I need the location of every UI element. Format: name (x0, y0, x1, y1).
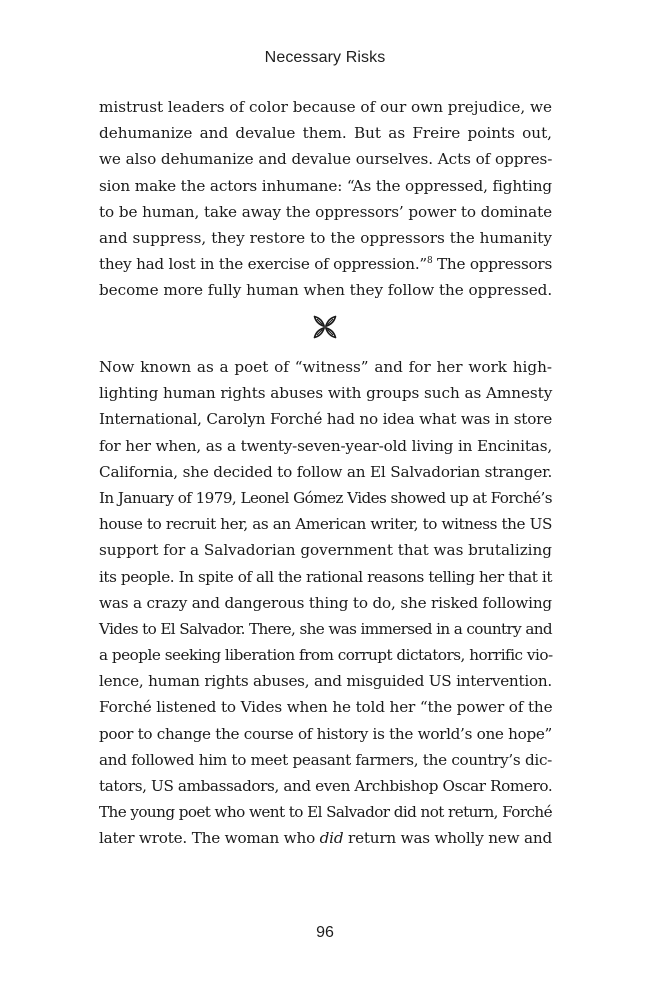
text-line: poor to change the course of history is the world’s one hope” (99, 724, 552, 743)
four-petal-flourish-icon (313, 315, 337, 339)
text-line: Now known as a poet of “witness” and for her work high- (99, 358, 552, 376)
text-line: lighting human rights abuses with groups such as Amnesty (99, 384, 553, 403)
text-line: In January of 1979, Leonel Gómez Vides showed up at Forché’s (99, 488, 552, 507)
text-line: California, she decided to follow an El Salvadorian stranger. (99, 462, 553, 481)
text-segment: later wrote. The woman who (99, 829, 320, 848)
text-line: and suppress, they restore to the oppressors the humanity (99, 228, 552, 247)
text-line: Forché listened to Vides when he told her “the power of the (99, 698, 553, 717)
text-segment: they had lost in the exercise of oppression.” (99, 255, 427, 274)
text-line: The young poet who went to El Salvador did not return, Forché (99, 803, 552, 822)
text-line: mistrust leaders of color because of our own prejudice, we (99, 98, 552, 116)
text-line: its people. In spite of all the rational reasons telling her that it (99, 567, 552, 586)
text-line: Vides to El Salvador. There, she was immersed in a country and (99, 619, 552, 638)
paragraph-forche (99, 354, 552, 852)
text-line: a people seeking liberation from corrupt dictators, horrific vio- (99, 646, 553, 665)
page-number: 96 (316, 924, 334, 941)
text-segment: return was wholly new and (343, 829, 552, 848)
text-line: and followed him to meet peasant farmers, the country’s dic- (99, 750, 552, 769)
text-line: lence, human rights abuses, and misguided US intervention. (99, 672, 552, 691)
text-line: for her when, as a twenty-seven-year-old living in Encinitas, (99, 436, 552, 455)
text-line: sion make the actors inhumane: “As the oppressed, fighting (99, 176, 552, 195)
text-line-with-emphasis (99, 825, 552, 851)
text-line: to be human, take away the oppressors’ power to dominate (99, 202, 552, 221)
text-segment: The oppressors (432, 255, 552, 274)
emphasized-word: did (319, 829, 344, 848)
text-line: house to recruit her, as an American writer, to witness the US (99, 515, 552, 534)
running-header-title: Necessary Risks (264, 49, 386, 66)
paragraph-freire (99, 94, 552, 304)
text-line: we also dehumanize and devalue ourselves. Acts of oppres- (99, 150, 553, 169)
text-line: become more fully human when they follow the oppressed. (99, 281, 553, 300)
text-line: International, Carolyn Forché had no idea what was in store (99, 410, 552, 429)
text-line: was a crazy and dangerous thing to do, she risked following (99, 593, 552, 612)
text-line: tators, US ambassadors, and even Archbishop Oscar Romero. (99, 777, 553, 795)
text-line-with-footnote (99, 251, 552, 277)
text-line: support for a Salvadorian government that was brutalizing (99, 541, 552, 560)
text-line: dehumanize and devalue them. But as Freire points out, (99, 124, 552, 143)
footnote-reference[interactable]: 8 (426, 256, 433, 267)
